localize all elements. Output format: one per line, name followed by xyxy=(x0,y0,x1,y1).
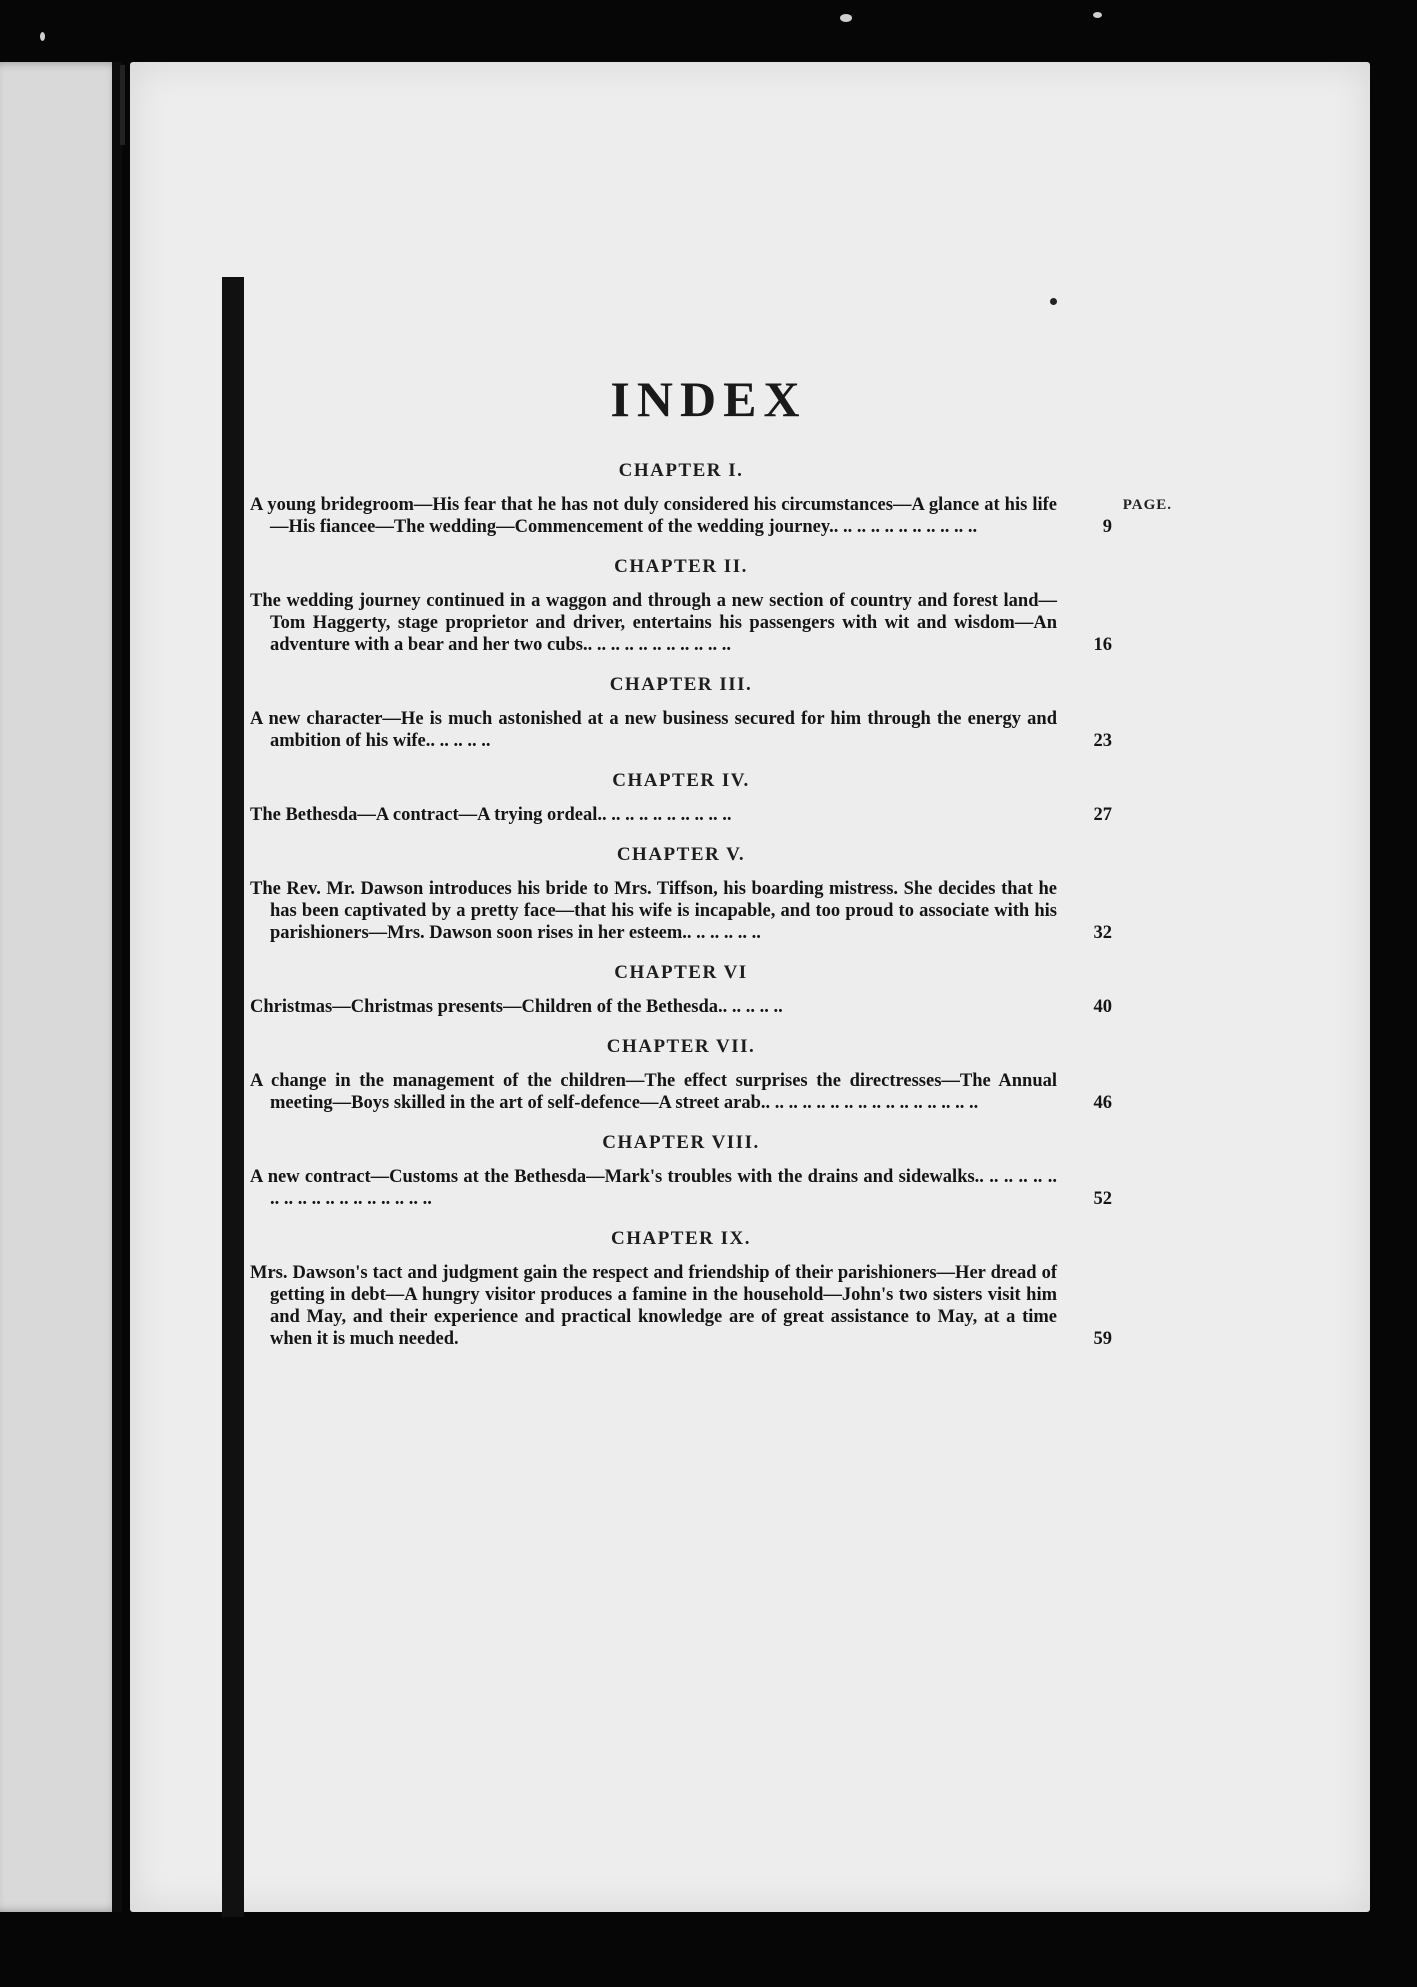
page-number: 46 xyxy=(1093,1093,1112,1113)
page-column-label: PAGE. xyxy=(1122,497,1172,513)
page-number: 9 xyxy=(1102,517,1112,537)
chapter-summary-row xyxy=(250,708,1112,752)
chapter-summary-row xyxy=(250,1070,1112,1114)
page-number: 40 xyxy=(1093,997,1112,1017)
dust-speck xyxy=(1050,298,1057,305)
chapter-title: CHAPTER II. xyxy=(614,556,748,577)
chapter-summary: A young bridegroom—His fear that he has not duly considered his circumstances—A glance at his life—His fiancee—The wedding—Commencement of the wedding journey.. .. .. .. .. .. .. .. .. .. .. xyxy=(250,495,1057,537)
chapter-title: CHAPTER IV. xyxy=(612,770,750,791)
chapter-entry xyxy=(250,962,1112,1018)
chapter-summary: The wedding journey continued in a waggon and through a new section of country and forest land—Tom Haggerty, stage proprietor and driver, entertains his passengers with wit and wisdom—An adventure with a bear and her two cubs.. .. .. .. .. .. .. .. .. .. .. xyxy=(250,591,1057,655)
chapter-entry xyxy=(250,460,1112,538)
chapter-entry xyxy=(250,1132,1112,1210)
chapter-summary: A new contract—Customs at the Bethesda—Mark's troubles with the drains and sidewalks.. .. .. .. .. .. .. .. .. .. .. .. .. .. .. .. .. .. xyxy=(250,1167,1057,1209)
chapter-summary: The Rev. Mr. Dawson introduces his bride to Mrs. Tiffson, his boarding mistress. She decides that he has been captivated by a pretty face—that his wife is incapable, and too proud to associate with his parishioners—Mrs. Dawson soon rises in her esteem.. .. .. .. .. .. xyxy=(250,879,1057,943)
chapter-title: CHAPTER VI xyxy=(614,962,748,983)
page-number: 32 xyxy=(1093,923,1112,943)
chapter-title: CHAPTER V. xyxy=(616,844,746,865)
chapter-entry xyxy=(250,556,1112,656)
page-number: 52 xyxy=(1093,1189,1112,1209)
spine-shadow-top xyxy=(120,65,125,145)
chapter-summary: The Bethesda—A contract—A trying ordeal.. .. .. .. .. .. .. .. .. .. xyxy=(250,805,732,825)
chapter-title: CHAPTER I. xyxy=(618,460,744,481)
chapter-summary: A change in the management of the children—The effect surprises the directresses—The Annual meeting—Boys skilled in the art of self-defence—A street arab.. .. .. .. .. .. .. .. .. .. .. .. .. .. .. .. xyxy=(250,1071,1057,1113)
chapter-summary: Christmas—Christmas presents—Children of the Bethesda.. .. .. .. .. xyxy=(250,997,783,1017)
chapter-title: CHAPTER IX. xyxy=(610,1228,751,1249)
chapter-summary-row xyxy=(250,590,1112,656)
binding-gutter xyxy=(222,277,244,1917)
page-number: 59 xyxy=(1093,1329,1112,1349)
chapter-title: CHAPTER III. xyxy=(609,674,753,695)
chapter-summary-row xyxy=(250,1262,1112,1350)
chapter-summary-row xyxy=(250,878,1112,944)
chapter-title: CHAPTER VII. xyxy=(606,1036,756,1057)
chapter-summary-row xyxy=(250,494,1112,538)
dust-speck xyxy=(1093,12,1102,18)
chapter-entry xyxy=(250,770,1112,826)
facing-page-edge xyxy=(0,62,122,1912)
chapter-entry xyxy=(250,1228,1112,1350)
chapter-entry xyxy=(250,844,1112,944)
dust-speck xyxy=(840,14,852,22)
chapter-entry xyxy=(250,674,1112,752)
page-number: 27 xyxy=(1093,805,1112,825)
chapter-summary-row xyxy=(250,1166,1112,1210)
chapter-title: CHAPTER VIII. xyxy=(602,1132,760,1153)
page-number: 16 xyxy=(1093,635,1112,655)
chapter-summary-row xyxy=(250,804,1112,826)
chapter-summary: A new character—He is much astonished at a new business secured for him through the energy and ambition of his wife.. .. .. .. .. xyxy=(250,709,1057,751)
page-number: 23 xyxy=(1093,731,1112,751)
page-title: INDEX xyxy=(610,371,807,427)
table-of-contents xyxy=(250,460,1112,1368)
dust-speck xyxy=(40,32,45,41)
chapter-entry xyxy=(250,1036,1112,1114)
chapter-summary-row xyxy=(250,996,1112,1018)
chapter-summary: Mrs. Dawson's tact and judgment gain the respect and friendship of their parishioners—Her dread of getting in debt—A hungry visitor produces a famine in the household—John's two sisters visit him and May, and their experience and practical knowledge are of great assistance to May, at a time when it is much needed. xyxy=(250,1263,1057,1349)
